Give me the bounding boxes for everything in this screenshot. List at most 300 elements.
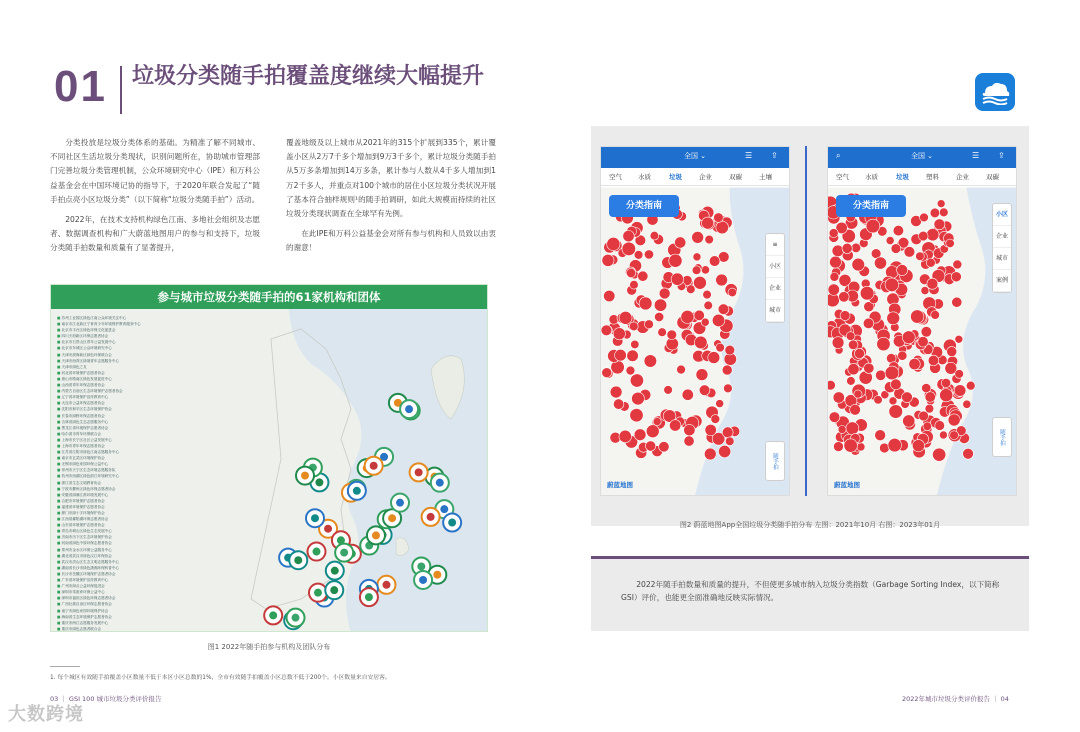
figure-1	[50, 284, 488, 632]
cluster-marker[interactable]	[669, 254, 682, 267]
cluster-marker[interactable]	[947, 347, 957, 357]
cluster-marker[interactable]	[629, 322, 638, 331]
cluster-marker[interactable]	[833, 392, 844, 403]
cluster-marker[interactable]	[615, 349, 627, 361]
section-number: 01	[54, 62, 107, 111]
cluster-marker[interactable]	[705, 424, 716, 435]
organization-logo-mark	[448, 519, 456, 527]
cluster-marker[interactable]	[885, 366, 899, 380]
cluster-marker[interactable]	[602, 368, 612, 378]
cluster-marker[interactable]	[850, 404, 861, 415]
cluster-marker[interactable]	[885, 278, 899, 292]
cluster-marker[interactable]	[955, 370, 964, 379]
organization-item: ■ 河北省环境保护志愿者协会	[57, 370, 271, 376]
cluster-marker[interactable]	[955, 335, 963, 343]
cluster-marker[interactable]	[632, 392, 645, 405]
cluster-marker[interactable]	[840, 311, 850, 321]
cluster-marker[interactable]	[601, 325, 612, 336]
organization-logo-mark	[314, 589, 322, 597]
organization-item: ■ 无锡市绿色家园环保公益中心	[57, 461, 271, 467]
cluster-marker[interactable]	[630, 409, 643, 422]
cluster-marker[interactable]	[669, 420, 680, 431]
snap-photo-button[interactable]: 随手拍	[992, 417, 1012, 457]
cluster-marker[interactable]	[950, 431, 959, 440]
figure-2-caption: 图2 蔚蓝地图App全国垃圾分类随手拍分布 左图：2021年10月 右图：2023年01月	[679, 521, 941, 529]
cluster-marker[interactable]	[903, 415, 915, 427]
organization-item: ■ 湖北省武汉市绿色汉江环保协会	[57, 553, 271, 559]
cluster-marker[interactable]	[639, 297, 652, 310]
side-button-case[interactable]: 案例	[993, 270, 1011, 292]
cluster-marker[interactable]	[829, 412, 840, 423]
cluster-marker[interactable]	[725, 437, 734, 446]
cluster-marker[interactable]	[645, 441, 655, 451]
cluster-marker[interactable]	[912, 440, 924, 452]
cluster-marker[interactable]	[829, 229, 838, 238]
cluster-marker[interactable]	[659, 288, 670, 299]
cluster-marker[interactable]	[875, 370, 885, 380]
organization-logo-mark	[365, 593, 373, 601]
organization-item: ■ 宁波市鄞州区绿色环保志愿者协会	[57, 486, 271, 492]
cluster-marker[interactable]	[728, 288, 737, 297]
cluster-marker[interactable]	[696, 369, 708, 381]
cluster-marker[interactable]	[619, 430, 631, 442]
cluster-marker[interactable]	[677, 365, 686, 374]
cluster-marker[interactable]	[607, 237, 620, 250]
cluster-marker[interactable]	[922, 383, 931, 392]
cluster-marker[interactable]	[848, 363, 859, 374]
organization-item: ■ 青岛市崂山区绿色生态发展中心	[57, 528, 271, 534]
cluster-marker[interactable]	[864, 363, 874, 373]
organization-logo-mark	[370, 462, 378, 470]
cluster-marker[interactable]	[857, 443, 865, 451]
tab-plastic[interactable]: 塑料	[926, 173, 939, 181]
organization-item: ■ 长沙市岳麓区环境保护志愿者协会	[57, 571, 271, 577]
organization-item: ■ 上海市青年环保志愿者协会	[57, 443, 271, 449]
organization-item: ■ 唐山市路南区绿色发展促进中心	[57, 376, 271, 382]
cluster-marker[interactable]	[937, 200, 945, 208]
footnote-divider	[50, 666, 80, 667]
cluster-marker[interactable]	[722, 427, 733, 438]
tab-air[interactable]: 空气	[836, 173, 849, 181]
cluster-marker[interactable]	[847, 377, 856, 386]
cluster-marker[interactable]	[928, 355, 939, 366]
cluster-marker[interactable]	[830, 272, 839, 281]
organization-item: ■ 重庆市两江志愿服务发展中心	[57, 620, 271, 626]
phone-top-bar	[601, 147, 789, 168]
organization-logo-mark	[294, 556, 302, 564]
organization-logo-mark	[312, 548, 320, 556]
cluster-marker[interactable]	[921, 327, 932, 338]
cluster-marker[interactable]	[654, 312, 663, 321]
organization-item: ■ 辽宁省环境保护宣传教育中心	[57, 394, 271, 400]
cluster-marker[interactable]	[708, 352, 720, 364]
cluster-marker[interactable]	[828, 380, 835, 390]
organization-item: ■ 海南省生态环境保护志愿者协会	[57, 614, 271, 620]
cluster-marker[interactable]	[931, 311, 940, 320]
footnote: 1. 每个城区有效随手拍覆盖小区数量不低于本区小区总数的1%，全市有效随手拍覆盖小区总数不低于200个。小区数量来自安居客。	[50, 675, 391, 681]
footer-right: 2022年城市垃圾分类评价报告 ｜ 04	[902, 695, 1009, 703]
tab-air[interactable]: 空气	[609, 173, 622, 181]
guide-button[interactable]: 分类指南	[609, 195, 679, 217]
side-button-enterprise[interactable]: 企业	[993, 226, 1011, 248]
cluster-marker[interactable]	[712, 314, 724, 326]
side-button-city[interactable]: 城市	[766, 300, 784, 322]
organization-item: ■ 广东省环境保护宣传教育中心	[57, 577, 271, 583]
cluster-marker[interactable]	[701, 266, 709, 274]
tab-garbage[interactable]: 垃圾	[669, 173, 682, 181]
organization-item: ■ 大连市公益环保志愿者协会	[57, 400, 271, 406]
cluster-marker[interactable]	[659, 441, 670, 452]
share-icon[interactable]: ⇪	[771, 151, 778, 160]
cluster-marker[interactable]	[671, 273, 683, 285]
organization-item: ■ 厦门市绿十字环境保护协会	[57, 510, 271, 516]
cluster-marker[interactable]	[874, 396, 883, 405]
organization-logo-mark	[315, 478, 323, 486]
phone-tabs	[601, 168, 789, 186]
cluster-marker[interactable]	[844, 439, 857, 452]
cluster-marker[interactable]	[891, 244, 901, 254]
map-watermark: 蔚蓝地图	[607, 481, 633, 489]
cluster-marker[interactable]	[619, 311, 632, 324]
tab-enterprise[interactable]: 企业	[956, 173, 969, 181]
cluster-marker[interactable]	[954, 385, 966, 397]
organization-item: ■ 深圳市零废弃环保公益中心	[57, 589, 271, 595]
cluster-marker[interactable]	[875, 430, 886, 441]
phone-top-bar	[828, 147, 1016, 168]
organization-logo-mark	[405, 405, 413, 413]
cluster-marker[interactable]	[923, 422, 932, 431]
cluster-marker[interactable]	[604, 290, 615, 301]
organization-logo-mark	[440, 505, 448, 513]
guide-button[interactable]: 分类指南	[836, 195, 906, 217]
cluster-marker[interactable]	[684, 436, 694, 446]
cluster-marker[interactable]	[644, 355, 657, 368]
region-select[interactable]: 全国 ⌄	[683, 152, 707, 160]
figure-1-caption: 图1 2022年随手拍参与机构及团队分布	[207, 643, 331, 651]
cluster-marker[interactable]	[935, 421, 945, 431]
cluster-marker[interactable]	[925, 392, 936, 403]
cluster-marker[interactable]	[622, 242, 636, 256]
cluster-marker[interactable]	[692, 231, 704, 243]
body-column-2	[286, 136, 496, 262]
cluster-marker[interactable]	[887, 312, 900, 325]
cluster-marker[interactable]	[926, 228, 938, 240]
organization-logo-mark	[388, 514, 396, 522]
organization-item: ■ 上海市长宁区社区公益发展中心	[57, 437, 271, 443]
organization-item: ■ 南京市江北新区宁育育少年环境保护教育服务中心	[57, 321, 271, 327]
cluster-marker[interactable]	[866, 219, 880, 233]
cluster-marker[interactable]	[714, 213, 724, 223]
cluster-marker[interactable]	[916, 252, 925, 261]
cluster-marker[interactable]	[852, 258, 865, 271]
cluster-marker[interactable]	[650, 231, 659, 240]
organization-logo-mark	[331, 567, 339, 575]
cluster-marker[interactable]	[634, 251, 643, 260]
organization-item: ■ 常州市天宁区生态环境志愿服务队	[57, 467, 271, 473]
organization-logo-mark	[396, 499, 404, 507]
tab-carbon[interactable]: 双碳	[729, 173, 742, 181]
organization-item: ■ 湖南省长沙市绿色潇湘环保科普中心	[57, 565, 271, 571]
phone-side-menu	[765, 233, 785, 323]
cluster-marker[interactable]	[951, 272, 961, 282]
cluster-marker[interactable]	[699, 385, 710, 396]
cluster-marker[interactable]	[963, 400, 971, 408]
figure-1-heading: 参与城市垃圾分类随手拍的61家机构和团体	[51, 285, 487, 309]
cluster-marker[interactable]	[644, 250, 653, 259]
search-icon[interactable]: ⌕	[836, 151, 841, 160]
cluster-marker[interactable]	[718, 304, 729, 315]
cluster-marker[interactable]	[627, 350, 639, 362]
cluster-marker[interactable]	[644, 320, 653, 329]
cluster-marker[interactable]	[897, 264, 908, 275]
cluster-marker[interactable]	[893, 225, 904, 236]
organization-logo-mark	[419, 576, 427, 584]
cluster-marker[interactable]	[705, 235, 714, 244]
cluster-marker[interactable]	[828, 284, 839, 295]
cluster-marker[interactable]	[925, 404, 934, 413]
organization-item: ■ 内蒙古自治区生态环境保护志愿者协会	[57, 388, 271, 394]
phone-divider	[805, 146, 807, 496]
region-select[interactable]: 全国 ⌄	[910, 152, 934, 160]
cluster-marker[interactable]	[692, 266, 701, 275]
footer-left: 03 ｜ GSI 100 城市垃圾分类评价报告	[50, 695, 162, 703]
cluster-marker[interactable]	[723, 384, 732, 393]
share-icon[interactable]: ⇪	[998, 151, 1005, 160]
cluster-marker[interactable]	[833, 442, 843, 452]
cluster-marker[interactable]	[846, 422, 859, 435]
cluster-marker[interactable]	[966, 381, 975, 390]
cluster-marker[interactable]	[703, 290, 712, 299]
cluster-marker[interactable]	[716, 343, 725, 352]
cluster-marker[interactable]	[854, 390, 862, 398]
cluster-marker[interactable]	[718, 445, 730, 457]
cluster-marker[interactable]	[630, 280, 639, 289]
tab-soil[interactable]: 土壤	[759, 173, 772, 181]
side-button-community[interactable]: 小区	[993, 204, 1011, 226]
organization-item: ■ 杭州市西湖区绿色浙江环境研究中心	[57, 473, 271, 479]
cluster-marker[interactable]	[927, 278, 938, 289]
organization-list	[57, 315, 271, 632]
organization-item: ■ 天津市滨海新区绿色环保联合会	[57, 352, 271, 358]
organization-logo-mark	[330, 586, 338, 594]
organization-item: ■ 哈尔滨市青年环保联合会	[57, 431, 271, 437]
cluster-marker[interactable]	[842, 243, 852, 253]
cluster-marker[interactable]	[830, 256, 842, 268]
cluster-marker[interactable]	[918, 231, 928, 241]
list-icon[interactable]: ☰	[972, 151, 980, 160]
cluster-marker[interactable]	[854, 348, 864, 358]
organization-item: ■ 重庆市绿色志愿者联合会	[57, 626, 271, 632]
cluster-marker[interactable]	[874, 257, 886, 269]
phone-side-menu	[992, 203, 1012, 293]
organization-item: ■ 深圳市福田区绿色环保志愿者协会	[57, 595, 271, 601]
cluster-marker[interactable]	[716, 274, 728, 286]
cluster-marker[interactable]	[626, 268, 635, 277]
organization-item: ■ 济南市历下区生态环境保护协会	[57, 534, 271, 540]
note-accent-bar	[591, 556, 1029, 559]
note-text: 2022年随手拍数量和质量的提升，不但使更多城市纳入垃圾分类指数（Garbage Sorting Index，以下简称GSI）评价，也能更全面准确地反映实际情况。	[621, 580, 1000, 602]
snap-photo-button[interactable]: 随手拍	[765, 441, 785, 481]
side-button-city[interactable]: 城市	[993, 248, 1011, 270]
cluster-marker[interactable]	[701, 318, 709, 326]
cluster-marker[interactable]	[602, 254, 614, 266]
paragraph: 2022年，在技术支持机构绿色江南、多地社会组织及志愿者、数据调查机构和广大蔚蓝地图用户的参与和支持下，垃圾分类随手拍数量和质量有了显著提升，	[50, 215, 260, 253]
organization-logo-mark	[353, 487, 361, 495]
cluster-marker[interactable]	[704, 448, 716, 460]
tab-enterprise[interactable]: 企业	[699, 173, 712, 181]
organization-item: ■ 北京市丰台区绿色环保文化促进会	[57, 327, 271, 333]
organization-item: ■ 合肥市环境保护志愿者协会	[57, 498, 271, 504]
organization-item: ■ 福建省环境保护志愿者协会	[57, 504, 271, 510]
organization-item: ■ 武汉市洪山区生态文明志愿服务中心	[57, 559, 271, 565]
cluster-marker[interactable]	[838, 425, 846, 433]
cluster-marker[interactable]	[702, 217, 714, 229]
cluster-marker[interactable]	[638, 271, 648, 281]
cluster-marker[interactable]	[946, 239, 955, 248]
cluster-marker[interactable]	[851, 243, 860, 252]
organization-item: ■ 山东省环境保护志愿者协会	[57, 522, 271, 528]
organization-logo-mark	[415, 468, 423, 476]
cluster-marker[interactable]	[898, 351, 907, 360]
cluster-marker[interactable]	[654, 299, 666, 311]
cluster-marker[interactable]	[902, 331, 915, 344]
cluster-marker[interactable]	[725, 345, 735, 355]
cluster-marker[interactable]	[890, 379, 901, 390]
cluster-marker[interactable]	[613, 399, 624, 410]
cluster-marker[interactable]	[952, 297, 962, 307]
cluster-marker[interactable]	[686, 285, 695, 294]
organization-logo-mark	[417, 562, 425, 570]
tab-water[interactable]: 水质	[638, 173, 651, 181]
organization-logo-mark	[311, 514, 319, 522]
organization-logo-mark	[324, 525, 332, 533]
cluster-marker[interactable]	[839, 292, 850, 303]
cluster-marker[interactable]	[610, 386, 622, 398]
cluster-marker[interactable]	[909, 358, 920, 369]
cluster-marker[interactable]	[704, 301, 713, 310]
organization-item: ■ 北京市东城区公众环境研究中心	[57, 345, 271, 351]
organization-logo-mark	[433, 571, 441, 579]
page-watermark: 大数跨境	[8, 704, 84, 725]
cluster-marker[interactable]	[902, 392, 913, 403]
list-icon[interactable]: ☰	[745, 151, 753, 160]
organization-logo-mark	[382, 581, 390, 589]
cluster-marker[interactable]	[888, 438, 902, 452]
cluster-marker[interactable]	[658, 328, 667, 337]
cluster-marker[interactable]	[939, 208, 948, 217]
cluster-marker[interactable]	[877, 337, 890, 350]
side-button-enterprise[interactable]: 企业	[766, 278, 784, 300]
cluster-marker[interactable]	[675, 237, 686, 248]
cluster-marker[interactable]	[709, 256, 720, 267]
organization-item: ■ 广州市绿点公益环保促进会	[57, 583, 271, 589]
cluster-marker[interactable]	[846, 332, 855, 341]
paragraph: 在此IPE和万科公益基金会对所有参与机构和人员致以由衷的谢意！	[286, 229, 496, 253]
cluster-marker[interactable]	[681, 310, 694, 323]
tab-carbon[interactable]: 双碳	[986, 173, 999, 181]
cluster-marker[interactable]	[623, 230, 634, 241]
cluster-marker[interactable]	[926, 258, 935, 267]
cluster-marker[interactable]	[626, 366, 635, 375]
organization-item: ■ 南宁市绿色家园环境保护协会	[57, 608, 271, 614]
note-box	[591, 556, 1029, 631]
section-divider	[120, 66, 122, 114]
cluster-marker[interactable]	[911, 310, 924, 323]
cluster-marker[interactable]	[948, 414, 960, 426]
side-menu-icon[interactable]: ≡	[766, 234, 784, 256]
cluster-marker[interactable]	[886, 236, 894, 244]
cluster-marker[interactable]	[716, 221, 729, 234]
cluster-marker[interactable]	[682, 389, 693, 400]
cluster-marker[interactable]	[918, 336, 929, 347]
cluster-marker[interactable]	[722, 365, 732, 375]
tab-water[interactable]: 水质	[865, 173, 878, 181]
cluster-marker[interactable]	[940, 389, 953, 402]
organization-item: ■ 吉林省绿色生态志愿服务中心	[57, 419, 271, 425]
paragraph: 分类投放是垃圾分类体系的基础。为精准了解不同城市、不同社区生活垃圾分类现状，识别问题所在，协助城市管理部门完善垃圾分类管理机制，公众环境研究中心（IPE）和万科公益基金会在中国环境记协的指导下，于2020年联合发起了“随手拍点亮小区垃圾分类”（以下简称“垃圾分类随手拍”）活动。	[50, 138, 260, 204]
cluster-marker[interactable]	[963, 448, 974, 459]
cluster-marker[interactable]	[941, 378, 950, 387]
cluster-marker[interactable]	[832, 337, 844, 349]
tab-garbage[interactable]: 垃圾	[896, 173, 909, 181]
cluster-marker[interactable]	[630, 374, 643, 387]
section-title: 垃圾分类随手拍覆盖度继续大幅提升	[132, 64, 485, 89]
cluster-marker[interactable]	[939, 431, 947, 439]
organization-logo-mark	[301, 472, 309, 480]
cluster-marker[interactable]	[694, 336, 707, 349]
cluster-marker[interactable]	[716, 400, 724, 408]
organization-item: ■ 江苏省江阴市绿色江南志愿服务中心	[57, 449, 271, 455]
cluster-marker[interactable]	[711, 415, 720, 424]
cluster-marker[interactable]	[634, 429, 646, 441]
organization-logo-mark	[340, 549, 348, 557]
side-button-community[interactable]: 小区	[766, 256, 784, 278]
cluster-marker[interactable]	[920, 213, 929, 222]
cluster-marker[interactable]	[889, 405, 903, 419]
cluster-marker[interactable]	[934, 219, 945, 230]
organization-logo-mark	[427, 513, 435, 521]
cluster-marker[interactable]	[653, 418, 661, 426]
cluster-marker[interactable]	[646, 425, 659, 438]
cluster-marker[interactable]	[932, 448, 945, 461]
cluster-marker[interactable]	[664, 386, 673, 395]
organization-item: ■ 天津市西青区绿境青年志愿服务中心	[57, 358, 271, 364]
map-watermark: 蔚蓝地图	[834, 481, 860, 489]
organization-item: ■ 南京市玄武区环境保护协会	[57, 455, 271, 461]
cluster-marker[interactable]	[953, 260, 962, 269]
cluster-marker[interactable]	[631, 340, 639, 348]
cluster-marker[interactable]	[667, 330, 677, 340]
organization-item: ■ 浙江省生态文明教育协会	[57, 480, 271, 486]
cluster-marker[interactable]	[613, 328, 625, 340]
cluster-marker[interactable]	[863, 318, 874, 329]
cluster-marker[interactable]	[693, 276, 706, 289]
organization-item: ■ 四川天府新区环保志愿者协会	[57, 333, 271, 339]
cluster-marker[interactable]	[848, 340, 858, 350]
cluster-marker[interactable]	[930, 208, 940, 218]
organization-item: ■ 沈阳市和平区生态环境保护协会	[57, 406, 271, 412]
cluster-marker[interactable]	[693, 253, 701, 261]
organization-item: ■ 郑州市金水区环保公益服务中心	[57, 547, 271, 553]
body-column-1	[50, 136, 260, 262]
cluster-marker[interactable]	[860, 286, 874, 300]
organization-item: ■ 山西省青年环保志愿者协会	[57, 382, 271, 388]
organization-item: ■ 广西壮族自治区环保志愿者协会	[57, 601, 271, 607]
organization-item: ■ 江西省鄱阳湖环保志愿者协会	[57, 516, 271, 522]
organization-item: ■ 长春市绿野环保志愿者协会	[57, 413, 271, 419]
cluster-marker[interactable]	[684, 424, 695, 435]
cluster-map-2021	[601, 186, 789, 496]
